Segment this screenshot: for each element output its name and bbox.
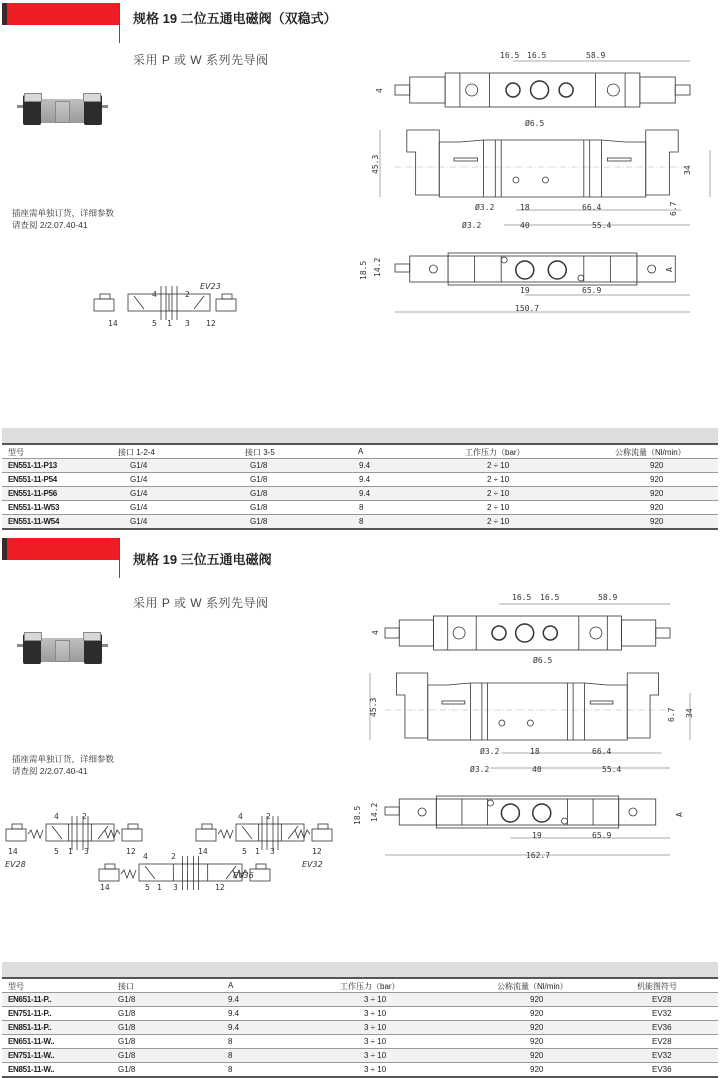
table-cell: G1/8: [118, 1037, 136, 1046]
dim-label: 55.4: [602, 765, 622, 774]
column-header: 接口 1-2-4: [118, 448, 155, 457]
dim-label: Ø6.5: [533, 656, 553, 665]
port-label: 2: [185, 290, 190, 299]
column-header: 工作压力（bar）: [340, 982, 400, 991]
section-color-bar: [2, 3, 119, 25]
divider: [119, 538, 120, 578]
table-band: [2, 962, 718, 977]
table-cell: 8: [359, 503, 364, 512]
dim-label: 66.4: [582, 203, 602, 212]
dim-label: A: [665, 267, 674, 272]
column-header: 公称流量（Nl/min）: [497, 982, 568, 991]
port-label: 2: [171, 852, 176, 861]
port-label: 4: [54, 812, 59, 821]
table-header: [2, 443, 718, 458]
table-cell: G1/4: [130, 489, 148, 498]
dimension-drawing: [340, 580, 700, 865]
dim-label: 65.9: [582, 286, 602, 295]
table-cell: 920: [530, 1023, 544, 1032]
port-label: 12: [312, 847, 322, 856]
dim-label: 66.4: [592, 747, 612, 756]
model-cell: EN551-11-W53: [8, 503, 60, 512]
symbol-code: EV36: [233, 871, 254, 880]
table-cell: 8: [228, 1037, 233, 1046]
dim-label: 19: [532, 831, 542, 840]
table-cell: 920: [650, 475, 664, 484]
table-cell: G1/8: [250, 517, 268, 526]
port-label: 3: [84, 847, 89, 856]
dim-label: 18.5: [359, 260, 368, 280]
table-cell: 8: [228, 1065, 233, 1074]
table-cell: G1/8: [118, 1023, 136, 1032]
dim-label: Ø6.5: [525, 119, 545, 128]
table-cell: G1/4: [130, 503, 148, 512]
port-label: 4: [152, 290, 157, 299]
table-row: [2, 472, 718, 486]
table-cell: 9.4: [228, 995, 240, 1004]
table-row: [2, 1034, 718, 1048]
product-table-1: [2, 428, 718, 530]
valve-symbol-ev36: [95, 850, 270, 895]
dim-label: 40: [532, 765, 542, 774]
table-cell: 2 ÷ 10: [487, 503, 510, 512]
table-cell: 920: [530, 1037, 544, 1046]
table-cell: 3 ÷ 10: [364, 1009, 387, 1018]
dim-label: 34: [685, 708, 694, 718]
table-cell: EV32: [652, 1051, 672, 1060]
note-line: 插座需单独订货，详细参数: [12, 208, 115, 218]
section-color-bar: [2, 538, 119, 560]
table-cell: 920: [530, 1009, 544, 1018]
port-label: 5: [152, 319, 157, 328]
table-cell: G1/4: [130, 517, 148, 526]
column-header: 接口 3-5: [245, 448, 275, 457]
table-cell: 9.4: [359, 475, 371, 484]
symbol-code: EV28: [5, 860, 26, 869]
port-label: 14: [198, 847, 208, 856]
port-label: 12: [206, 319, 216, 328]
product-photo: [15, 93, 110, 129]
dim-label: 55.4: [592, 221, 612, 230]
section-title: 规格 19 二位五通电磁阀（双稳式）: [133, 11, 337, 26]
table-cell: EV28: [652, 1037, 672, 1046]
model-cell: EN851-11-W..: [8, 1065, 55, 1074]
model-cell: EN551-11-P13: [8, 461, 57, 470]
column-header: 型号: [8, 982, 24, 991]
dim-label: 16.5: [500, 51, 520, 60]
column-header: 公称流量（Nl/min）: [615, 448, 686, 457]
table-header: [2, 977, 718, 992]
column-header: A: [358, 447, 364, 456]
model-cell: EN551-11-W54: [8, 517, 60, 526]
table-cell: 9.4: [359, 489, 371, 498]
model-cell: EN651-11-P..: [8, 995, 52, 1004]
table-cell: G1/8: [118, 1051, 136, 1060]
dim-label: 6.7: [667, 707, 676, 722]
dim-label: 45.3: [371, 154, 380, 174]
table-cell: 3 ÷ 10: [364, 1023, 387, 1032]
table-cell: G1/8: [250, 461, 268, 470]
table-cell: 2 ÷ 10: [487, 489, 510, 498]
table-row: [2, 992, 718, 1006]
section-title: 规格 19 三位五通电磁阀: [133, 552, 272, 567]
dimension-drawing: [360, 40, 700, 325]
dim-label: A: [675, 812, 684, 817]
table-row: [2, 458, 718, 472]
dim-label: 16.5: [527, 51, 547, 60]
table-cell: 920: [650, 503, 664, 512]
table-cell: 8: [228, 1051, 233, 1060]
table-band: [2, 428, 718, 443]
table-cell: 3 ÷ 10: [364, 1065, 387, 1074]
table-cell: 920: [650, 461, 664, 470]
table-cell: G1/8: [250, 503, 268, 512]
table-row: [2, 1062, 718, 1076]
dim-label: 14.2: [373, 257, 382, 277]
table-cell: 2 ÷ 10: [487, 517, 510, 526]
column-header: 工作压力（bar）: [465, 448, 525, 457]
model-cell: EN751-11-W..: [8, 1051, 55, 1060]
dim-label: 19: [520, 286, 530, 295]
table-cell: 8: [359, 517, 364, 526]
port-label: 14: [108, 319, 118, 328]
table-cell: 920: [530, 1065, 544, 1074]
dim-label: Ø3.2: [470, 765, 490, 774]
port-label: 5: [242, 847, 247, 856]
section-subtitle: 采用 P 或 W 系列先导阀: [133, 596, 269, 610]
dim-label: 4: [371, 630, 380, 635]
dim-label: 34: [683, 165, 692, 175]
port-label: 1: [255, 847, 260, 856]
note-line: 插座需单独订货，详细参数: [12, 754, 115, 764]
model-cell: EN851-11-P..: [8, 1023, 52, 1032]
port-label: 12: [126, 847, 136, 856]
table-cell: G1/4: [130, 475, 148, 484]
symbol-code: EV23: [200, 282, 221, 291]
symbol-code: EV32: [302, 860, 323, 869]
column-header: 机能图符号: [637, 982, 677, 991]
model-cell: EN551-11-P56: [8, 489, 57, 498]
column-header: 接口: [118, 982, 134, 991]
note-line: 请查阅 2/2.07.40-41: [12, 220, 88, 230]
port-label: 1: [68, 847, 73, 856]
table-bottom-rule: [2, 528, 718, 530]
table-cell: 2 ÷ 10: [487, 461, 510, 470]
table-cell: 920: [530, 995, 544, 1004]
dim-label: 16.5: [512, 593, 532, 602]
table-cell: G1/4: [130, 461, 148, 470]
table-row: [2, 486, 718, 500]
port-label: 12: [215, 883, 225, 892]
port-label: 2: [82, 812, 87, 821]
port-label: 14: [100, 883, 110, 892]
table-row: [2, 1020, 718, 1034]
port-label: 3: [185, 319, 190, 328]
port-label: 1: [167, 319, 172, 328]
dim-label: 6.7: [669, 201, 678, 216]
dim-label: Ø3.2: [480, 747, 500, 756]
dim-label: 18.5: [353, 805, 362, 825]
table-cell: G1/8: [250, 489, 268, 498]
table-cell: G1/8: [118, 995, 136, 1004]
dim-label: 150.7: [515, 304, 540, 313]
valve-symbol-ev23: [100, 280, 230, 330]
table-cell: G1/8: [118, 1065, 136, 1074]
table-row: [2, 1048, 718, 1062]
product-photo: [15, 632, 110, 668]
divider: [119, 3, 120, 43]
column-header: A: [228, 981, 234, 990]
table-cell: 920: [650, 517, 664, 526]
column-header: 型号: [8, 448, 24, 457]
port-label: 4: [238, 812, 243, 821]
table-cell: 920: [530, 1051, 544, 1060]
table-cell: G1/8: [250, 475, 268, 484]
dim-label: 45.3: [369, 697, 378, 717]
table-cell: 3 ÷ 10: [364, 1051, 387, 1060]
port-label: 1: [157, 883, 162, 892]
dim-label: 14.2: [370, 802, 379, 822]
port-label: 4: [143, 852, 148, 861]
table-cell: EV36: [652, 1065, 672, 1074]
dim-label: 4: [375, 88, 384, 93]
port-label: 5: [145, 883, 150, 892]
model-cell: EN651-11-W..: [8, 1037, 55, 1046]
table-row: [2, 1006, 718, 1020]
dim-label: Ø3.2: [475, 203, 495, 212]
model-cell: EN551-11-P54: [8, 475, 57, 484]
section-subtitle: 采用 P 或 W 系列先导阀: [133, 53, 269, 67]
dim-label: 18: [520, 203, 530, 212]
table-cell: 9.4: [228, 1009, 240, 1018]
table-cell: 9.4: [228, 1023, 240, 1032]
note: [12, 207, 114, 231]
note-line: 请查阅 2/2.07.40-41: [12, 766, 88, 776]
dim-label: 58.9: [598, 593, 618, 602]
table-cell: 920: [650, 489, 664, 498]
model-cell: EN751-11-P..: [8, 1009, 52, 1018]
product-table-2: [2, 962, 718, 1078]
port-label: 3: [173, 883, 178, 892]
table-cell: EV32: [652, 1009, 672, 1018]
note: [12, 753, 114, 777]
port-label: 2: [266, 812, 271, 821]
table-cell: 3 ÷ 10: [364, 995, 387, 1004]
dim-label: Ø3.2: [462, 221, 482, 230]
port-label: 14: [8, 847, 18, 856]
table-cell: 2 ÷ 10: [487, 475, 510, 484]
dim-label: 18: [530, 747, 540, 756]
dim-label: 40: [520, 221, 530, 230]
table-cell: 9.4: [359, 461, 371, 470]
table-cell: G1/8: [118, 1009, 136, 1018]
table-cell: 3 ÷ 10: [364, 1037, 387, 1046]
table-row: [2, 500, 718, 514]
table-row: [2, 514, 718, 528]
port-label: 5: [54, 847, 59, 856]
dim-label: 162.7: [526, 851, 551, 860]
dim-label: 16.5: [540, 593, 560, 602]
table-cell: EV28: [652, 995, 672, 1004]
table-cell: EV36: [652, 1023, 672, 1032]
dim-label: 65.9: [592, 831, 612, 840]
port-label: 3: [270, 847, 275, 856]
dim-label: 58.9: [586, 51, 606, 60]
